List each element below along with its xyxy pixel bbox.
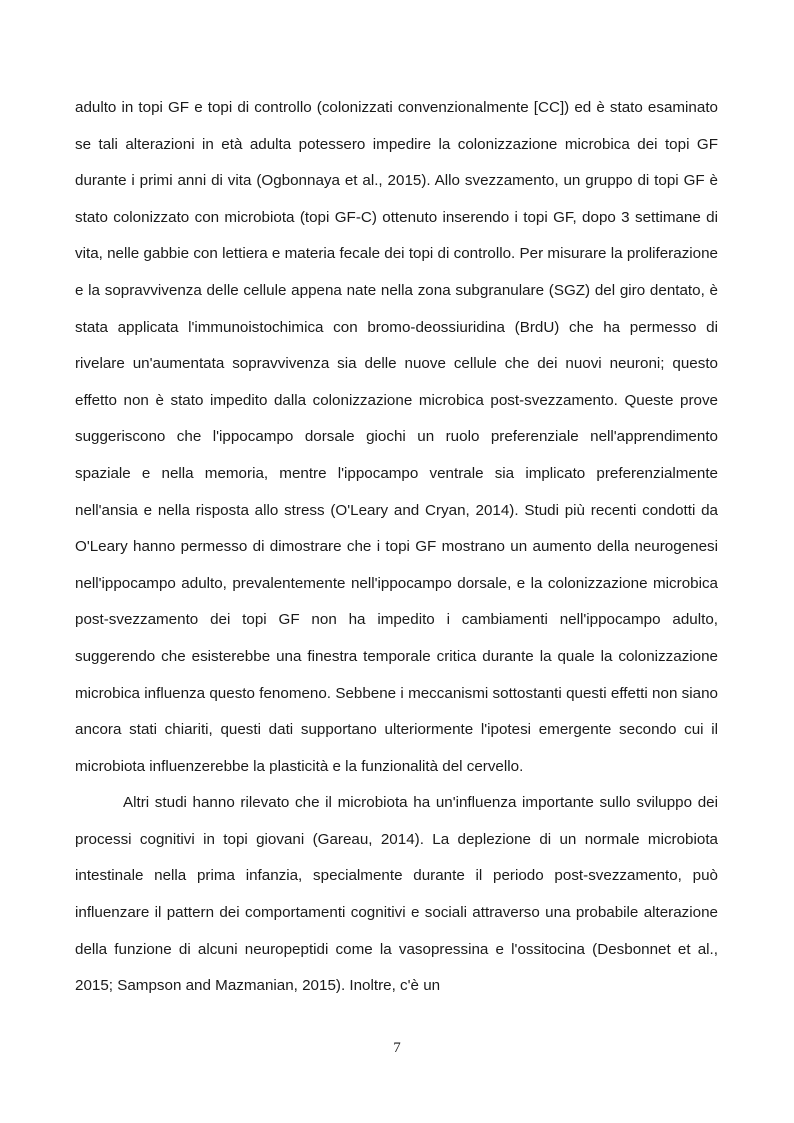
paragraph-2: Altri studi hanno rilevato che il microbiota ha un'influenza importante sullo sviluppo dei processi cognitivi in topi giovani (Gareau, 2014). La deplezione di un normale microbiota intestinale nella prima infanzia, specialmente durante il periodo post-svezzamento, può influenzare il pattern dei comportamenti cognitivi e sociali attraverso una probabile alterazione della funzione di alcuni neuropeptidi come la vasopressina e l'ossitocina (Desbonnet et al., 2015; Sampson and Mazmanian, 2015). Inoltre, c'è un bbox=[75, 794, 718, 995]
page-number: 7 bbox=[393, 1040, 401, 1056]
paragraph-1: adulto in topi GF e topi di controllo (colonizzati convenzionalmente [CC]) ed è stato esaminato se tali alterazioni in età adulta potessero impedire la colonizzazione microbica dei topi GF durante i primi anni di vita (Ogbonnaya et al., 2015). Allo svezzamento, un gruppo di topi GF è stato colonizzato con microbiota (topi GF-C) ottenuto inserendo i topi GF, dopo 3 settimane di vita, nelle gabbie con lettiera e materia fecale dei topi di controllo. Per misurare la proliferazione e la sopravvivenza delle cellule appena nate nella zona subgranulare (SGZ) del giro dentato, è stata applicata l'immunoistochimica con bromo-deossiuridina (BrdU) che ha permesso di rivelare un'aumentata sopravvivenza sia delle nuove cellule che dei nuovi neuroni; questo effetto non è stato impedito dalla colonizzazione microbica post-svezzamento. Queste prove suggeriscono che l'ippocampo dorsale giochi un ruolo preferenziale nell'apprendimento spaziale e nella memoria, mentre l'ippocampo ventrale sia implicato preferenzialmente nell'ansia e nella risposta allo stress (O'Leary and Cryan, 2014). Studi più recenti condotti da O'Leary hanno permesso di dimostrare che i topi GF mostrano un aumento della neurogenesi nell'ippocampo adulto, prevalentemente nell'ippocampo dorsale, e la colonizzazione microbica post-svezzamento dei topi GF non ha impedito i cambiamenti nell'ippocampo adulto, suggerendo che esisterebbe una finestra temporale critica durante la quale la colonizzazione microbica influenza questo fenomeno. Sebbene i meccanismi sottostanti questi effetti non siano ancora stati chiariti, questi dati supportano ulteriormente l'ipotesi emergente secondo cui il microbiota influenzerebbe la plasticità e la funzionalità del cervello. bbox=[75, 99, 718, 775]
body-text bbox=[75, 90, 718, 1005]
